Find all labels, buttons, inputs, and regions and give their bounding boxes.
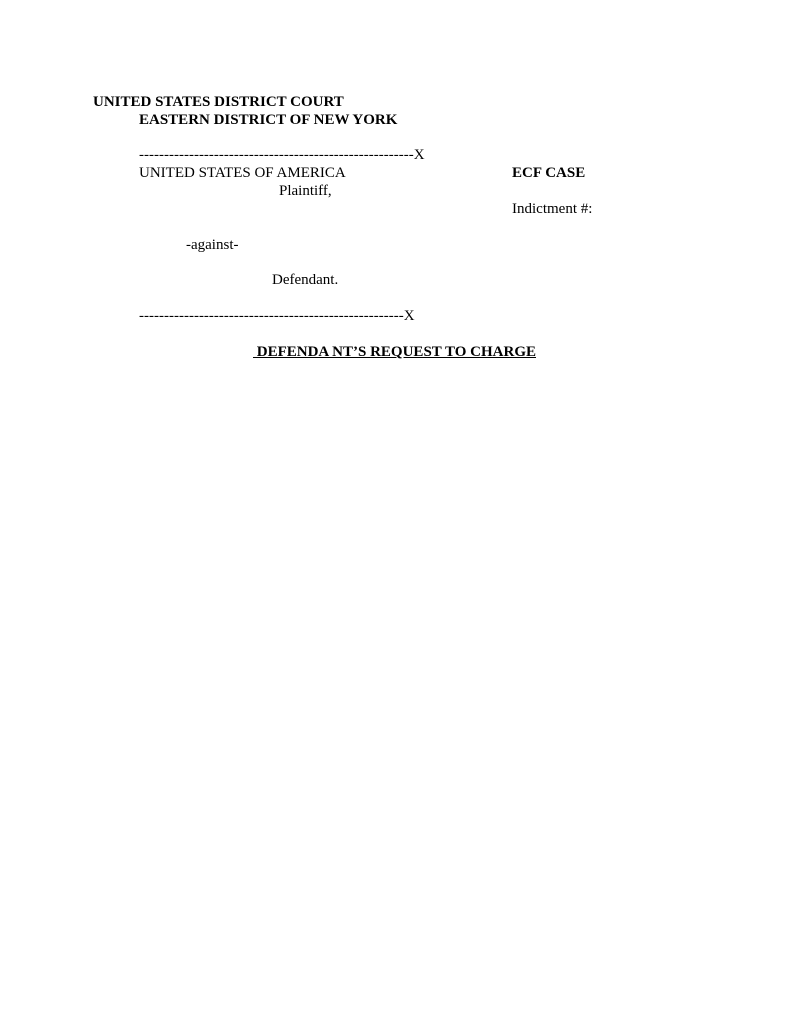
caption-separator-top: -------------------------------------------------------X	[139, 147, 425, 163]
defendant-role: Defendant.	[272, 272, 339, 288]
indictment-number-label: Indictment #:	[512, 201, 593, 217]
ecf-case-label: ECF CASE	[512, 165, 586, 181]
caption-separator-bottom: -----------------------------------------------------X	[139, 308, 415, 324]
court-name: UNITED STATES DISTRICT COURT	[93, 94, 344, 110]
document-title: DEFENDA NT’S REQUEST TO CHARGE	[253, 344, 536, 360]
plaintiff-role: Plaintiff,	[279, 183, 332, 199]
district-name: EASTERN DISTRICT OF NEW YORK	[139, 112, 398, 128]
plaintiff-name: UNITED STATES OF AMERICA	[139, 165, 346, 181]
against-label: -against-	[186, 237, 239, 253]
